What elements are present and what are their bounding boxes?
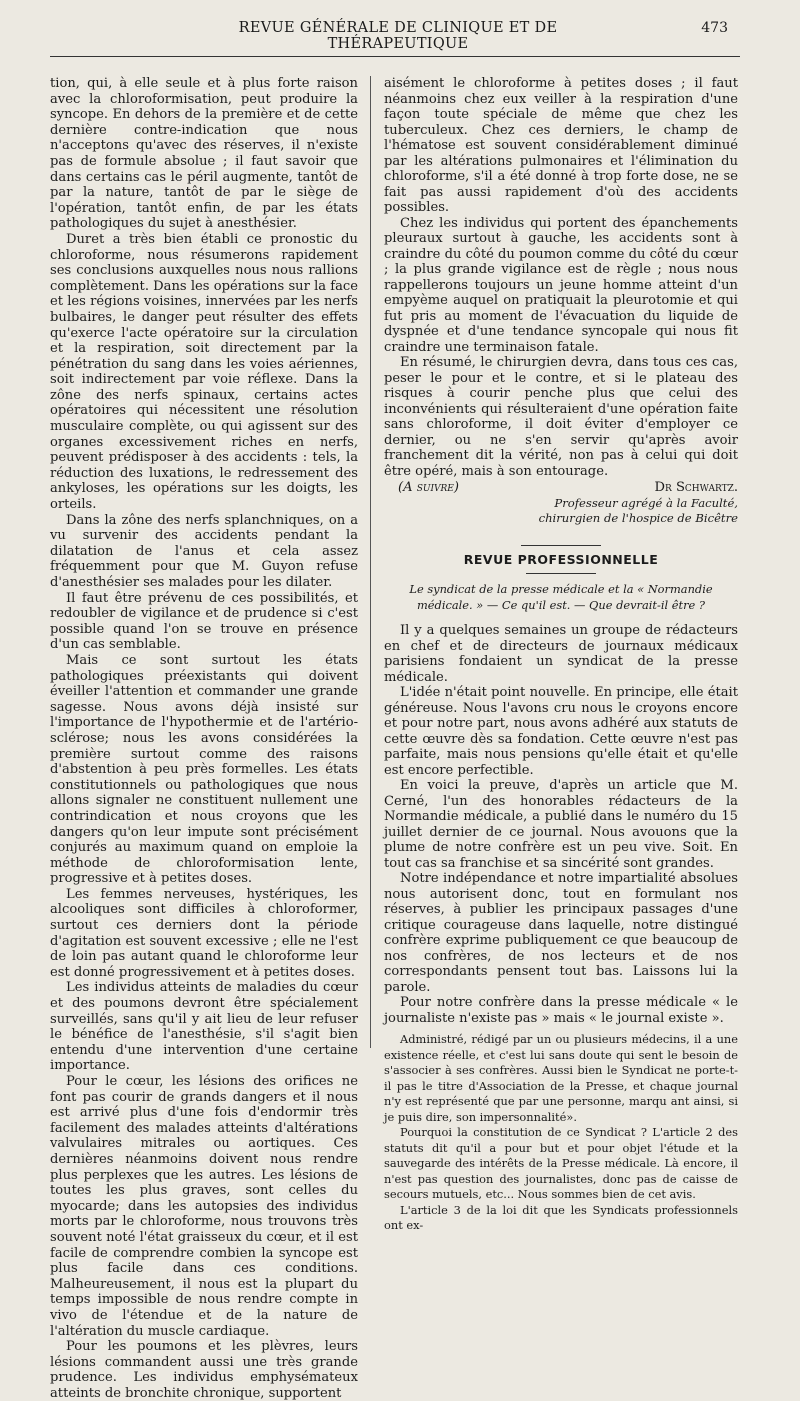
paragraph: Pour le cœur, les lésions des orifices ne font pas courir de grands dangers et il nous est arrivé plus d'une fois d'endormir très facilement des malades atteints d'altérations valvulaires mitrales ou aortiques. Ces dernières néanmoins doivent nous rendre plus perplexes que les autres. Les lésions de toutes les plus graves, sont celles du myocarde; dans les autopsies des individus morts par le chloroforme, nous trouvons très souvent noté l'état graisseux du cœur, et il est facile de comprendre combien la syncope est plus facile dans ces conditions. Malheureusement, il nous est la plupart du temps impossible de nous rendre compte in vivo de l'étendue et de la nature de l'altération du muscle cardiaque. <box>50 1074 358 1339</box>
to-be-continued: (A suivre) <box>398 480 459 495</box>
paragraph: tion, qui, à elle seule et à plus forte raison avec la chloroformisation, peut produire la syncope. En dehors de la première et de cette dernière contre-indication que nous n'acceptons qu'avec des réserves, il n'existe pas de formule absolue ; il faut savoir que dans certains cas le péril augmente, tantôt de par la nature, tantôt de par le siège de l'opération, tantôt enfin, de par les états pathologiques du sujet à anesthésier. <box>50 76 358 232</box>
author-affiliation: chirurgien de l'hospice de Bicêtre <box>538 511 738 525</box>
signature-line <box>384 480 738 496</box>
paragraph: L'idée n'était point nouvelle. En principe, elle était généreuse. Nous l'avons cru nous le croyons encore et pour notre part, nous avons adhéré aux statuts de cette œuvre dès sa fondation. Cette œuvre n'est pas parfaite, mais nous pensions qu'elle était et qu'elle est encore perfectible. <box>384 685 738 778</box>
paragraph: Pour notre confrère dans la presse médicale « le journaliste n'existe pas » mais « le journal existe ». <box>384 995 738 1026</box>
paragraph: En voici la preuve, d'après un article que M. Cerné, l'un des honorables rédacteurs de la Normandie médicale, a publié dans le numéro du 15 juillet dernier de ce journal. Nous avouons que la plume de notre confrère est un peu vive. Soit. En tout cas sa franchise et sa sincérité sont grandes. <box>384 778 738 871</box>
paragraph: aisément le chloroforme à petites doses ; il faut néanmoins chez eux veiller à la respiration d'une façon toute spéciale de même que chez les tuberculeux. Chez ces derniers, le champ de l'hématose est souvent considérablement diminué par les altérations pulmonaires et l'élimination du chloroforme, s'il a été donné à trop forte dose, ne se fait pas aussi rapidement d'où des accidents possibles. <box>384 76 738 215</box>
paragraph: Mais ce sont surtout les états pathologiques préexistants qui doivent éveiller l'attention et commander une grande sagesse. Nous avons déjà insisté sur l'importance de l'hypothermie et de l'artério-sclérose; nous les avons considérées la première surtout comme des raisons d'abstention à peu près formelles. Les états constitutionnels ou pathologiques que nous allons signaler ne constituent nullement une contrindication et nous croyons que les dangers qu'on leur impute sont précisément conjurés au maximum quand on emploie la méthode de chloroformisation lente, progressive et à petites doses. <box>50 652 358 887</box>
quoted-paragraph: Pourquoi la constitution de ce Syndicat ? L'article 2 des statuts dit qu'il a pour but et pour objet l'étude et la sauvegarde des intérêts de la Presse médicale. Là encore, il n'est pas question des journalistes, donc pas de caisse de secours mutuels, etc... Nous sommes bien de cet avis. <box>384 1125 738 1202</box>
quoted-paragraph: Administré, rédigé par un ou plusieurs médecins, il a une existence réelle, et c'est lui sans doute qui sent le besoin de s'associer à ses confrères. Aussi bien le Syndicat ne porte-t-il pas le titre d'Association de la Presse, et chaque journal n'y est représenté que par une personne, marqu ant ainsi, si je puis dire, son impersonnalité». <box>384 1032 738 1124</box>
left-column <box>50 76 358 1401</box>
section-subtitle: Le syndicat de la presse médicale et la « Normandie médicale. » — Ce qu'il est. — Que devrait-il être ? <box>409 582 713 612</box>
paragraph: Pour les poumons et les plèvres, leurs lésions commandent aussi une très grande prudence. Les individus emphysémateux atteints de bronchite chronique, supportent <box>50 1339 358 1401</box>
section-rule <box>521 545 601 546</box>
journal-title: REVUE GÉNÉRALE DE CLINIQUE ET DE THÉRAPEUTIQUE <box>238 20 558 52</box>
right-column <box>384 76 738 1234</box>
section-title: REVUE PROFESSIONNELLE <box>463 551 659 567</box>
paragraph: Dans la zône des nerfs splanchniques, on a vu survenir des accidents pendant la dilatation de l'anus et cela assez fréquemment pour que M. Guyon refuse d'anesthésier ses malades pour les dilater. <box>50 512 358 590</box>
paragraph: Notre indépendance et notre impartialité absolues nous autorisent donc, tout en formulant nos réserves, à publier les principaux passages d'une critique courageuse dans laquelle, notre distingué confrère exprime publiquement ce que beaucoup de nos confrères, de nos lecteurs et de nos correspondants pensent tout bas. Laissons lui la parole. <box>384 871 738 995</box>
paragraph: Duret a très bien établi ce pronostic du chloroforme, nous résumerons rapidement ses conclusions auxquelles nous nous rallions complètement. Dans les opérations sur la face et les régions voisines, innervées par les nerfs bulbaires, le danger peut résulter des effets qu'exerce l'acte opératoire sur la circulation et la respiration, soit directement par la pénétration du sang dans les voies aériennes, soit indirectement par voie réflexe. Dans la zône des nerfs spinaux, certains actes opératoires qui nécessitent une résolution musculaire complète, ou qui agissent sur des organes excessivement riches en nerfs, peuvent prédisposer à des accidents : tels, la réduction des luxations, le redressement des ankyloses, les opérations sur les doigts, les orteils. <box>50 231 358 513</box>
paragraph: Il y a quelques semaines un groupe de rédacteurs en chef et de directeurs de journaux médicaux parisiens fondaient un syndicat de la presse médicale. <box>384 623 738 685</box>
quoted-paragraph: L'article 3 de la loi dit que les Syndicats professionnels ont ex- <box>384 1202 738 1233</box>
paragraph: En résumé, le chirurgien devra, dans tous ces cas, peser le pour et le contre, et si le plateau des risques à courir penche plus que celui des inconvénients qui résulteraient d'une opération faite sans chloroforme, il doit éviter d'employer ce dernier, ou ne s'en servir qu'après avoir franchement dit la vérité, non pas à celui qui doit être opéré, mais à son entourage. <box>384 355 738 479</box>
header-rule <box>50 56 740 57</box>
page-number: 473 <box>701 20 728 36</box>
paragraph: Chez les individus qui portent des épanchements pleuraux surtout à gauche, les accidents sont à craindre du côté du poumon comme du côté du cœur ; la plus grande vigilance est de règle ; nous nous rappellerons toujours un jeune homme atteint d'un empyème auquel on pratiquait la pleurotomie et qui fut pris au moment de l'évacuation du liquide de dyspnée et d'une tendance syncopale qui nous fit craindre une terminaison fatale. <box>384 215 738 355</box>
paragraph: Il faut être prévenu de ces possibilités, et redoubler de vigilance et de prudence si c'est possible quand l'on se trouve en présence d'un cas semblable. <box>50 590 358 653</box>
section-rule <box>526 573 596 574</box>
author-affiliation: Professeur agrégé à la Faculté, <box>554 495 738 510</box>
paragraph: Les individus atteints de maladies du cœur et des poumons devront être spécialement surveillés, sans qu'il y ait lieu de leur refuser le bénéfice de l'anesthésie, s'il s'agit bien entendu d'une intervention d'une certaine importance. <box>50 980 358 1074</box>
paragraph: Les femmes nerveuses, hystériques, les alcooliques sont difficiles à chloroformer, surtout ces derniers dont la période d'agitation est souvent excessive ; elle ne l'est de loin pas autant quand le chloroforme leur est donné progressivement et à petites doses. <box>50 886 358 980</box>
column-divider <box>370 76 371 1048</box>
author-signature: Dr Schwartz. <box>654 480 738 495</box>
running-header <box>0 0 800 52</box>
